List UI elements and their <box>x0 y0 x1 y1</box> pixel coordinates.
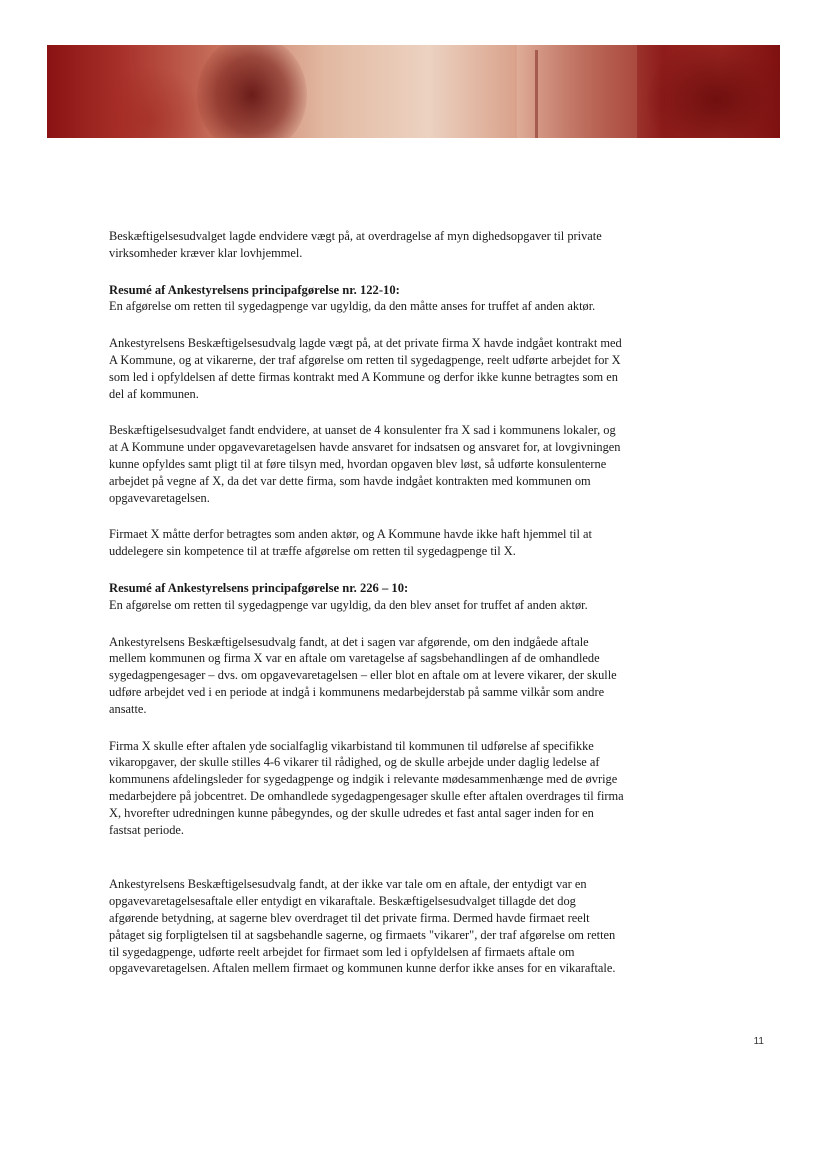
paragraph-summary-226-10: En afgørelse om retten til sygedagpenge var ugyldig, da den blev anset for truffet af anden aktør. <box>109 597 588 612</box>
paragraph-lovhjemmel: Beskæftigelsesudvalget lagde endvidere vægt på, at overdragelse af myn dighedsopgaver til private virksomheder kræver klar lovhjemmel. <box>109 229 602 260</box>
paragraph-konsulenter: Beskæftigelsesudvalget fandt endvidere, at uanset de 4 konsulenter fra X sad i kommunens lokaler, og at A Kommune under opgavevaretagelsen havde ansvaret for indsatsen og ansvaret for, at lovgivningen kunne opfyldes samt pligt til at føre tilsyn med, hvordan opgaven blev løst, så udførte konsulenterne arbejdet på vegne af X, da det var dette firma, som havde indgået kontrakten med kommunen om opgavevaretagelsen. <box>109 423 621 505</box>
header-banner-image <box>47 45 780 138</box>
paragraph-summary-122-10: En afgørelse om retten til sygedagpenge var ugyldig, da den måtte anses for truffet af anden aktør. <box>109 299 596 314</box>
paragraph-vikaraftale: Ankestyrelsens Beskæftigelsesudvalg fandt, at der ikke var tale om en aftale, der entydigt var en opgavevaretagelsesaftale eller entydigt en vikaraftale. Beskæftigelsesudvalget tillagde det dog afgørende betydning, at sagerne blev overdraget til det private firma. Dermed havde firmaet reelt påtaget sig forpligtelsen til at sagsbehandle sagerne, og firmaets "vikarer", der traf afgørelse om retten til sygedagpenge, udførte reelt arbejdet for firmaet som led i opfyldelsen af firmaets aftale om opgavevaretagelsen. Aftalen mellem firmaet og kommunen kunne derfor ikke anses for en vikaraftale. <box>109 877 616 976</box>
paragraph-kontrakt: Ankestyrelsens Beskæftigelsesudvalg lagde vægt på, at det private firma X havde indgået kontrakt med A Kommune, og at vikarerne, der traf afgørelse om retten til sygedagpenge, reelt udførte arbejdet for X som led i opfyldelsen af dette firmas kontrakt med A Kommune og derfor ikke kunne betragtes som en del af kommunen. <box>109 336 622 401</box>
page-number: 11 <box>753 1036 764 1047</box>
heading-resume-122-10: Resumé af Ankestyrelsens principafgørelse nr. 122-10: <box>109 282 400 297</box>
paragraph-anden-aktoer: Firmaet X måtte derfor betragtes som anden aktør, og A Kommune havde ikke haft hjemmel til at uddelegere sin kompetence til at træffe afgørelse om retten til sygedagpenge til X. <box>109 527 592 559</box>
paragraph-aftale: Ankestyrelsens Beskæftigelsesudvalg fandt, at det i sagen var afgørende, om den indgåede aftale mellem kommunen og firma X var en aftale om varetagelse af sagsbehandlingen af de omhandlede sygedagpengesager – dvs. om opgavevaretagelsen – eller blot en aftale om at levere vikarer, der skulle udføre arbejdet ved i en periode at indgå i kommunens medarbejderstab på samme vilkår som andre ansatte. <box>109 634 617 716</box>
document-body <box>109 228 624 997</box>
paragraph-vikarbistand: Firma X skulle efter aftalen yde socialfaglig vikarbistand til kommunen til udførelse af specifikke vikaropgaver, der skulle stilles 4-6 vikarer til rådighed, og de skulle arbejde under daglig ledelse af kommunens afdelingsleder for sygedagpenge og indgik i relevante mødesammenhænge med de øvrige medarbejdere på jobcentret. De omhandlede sygedagpengesager skulle efter aftalen overdrages til firma X, hvorefter udredningen kunne påbegyndes, og der skulle udredes et fast antal sager inden for en fastsat periode. <box>109 738 624 837</box>
heading-resume-226-10: Resumé af Ankestyrelsens principafgørelse nr. 226 – 10: <box>109 580 409 595</box>
